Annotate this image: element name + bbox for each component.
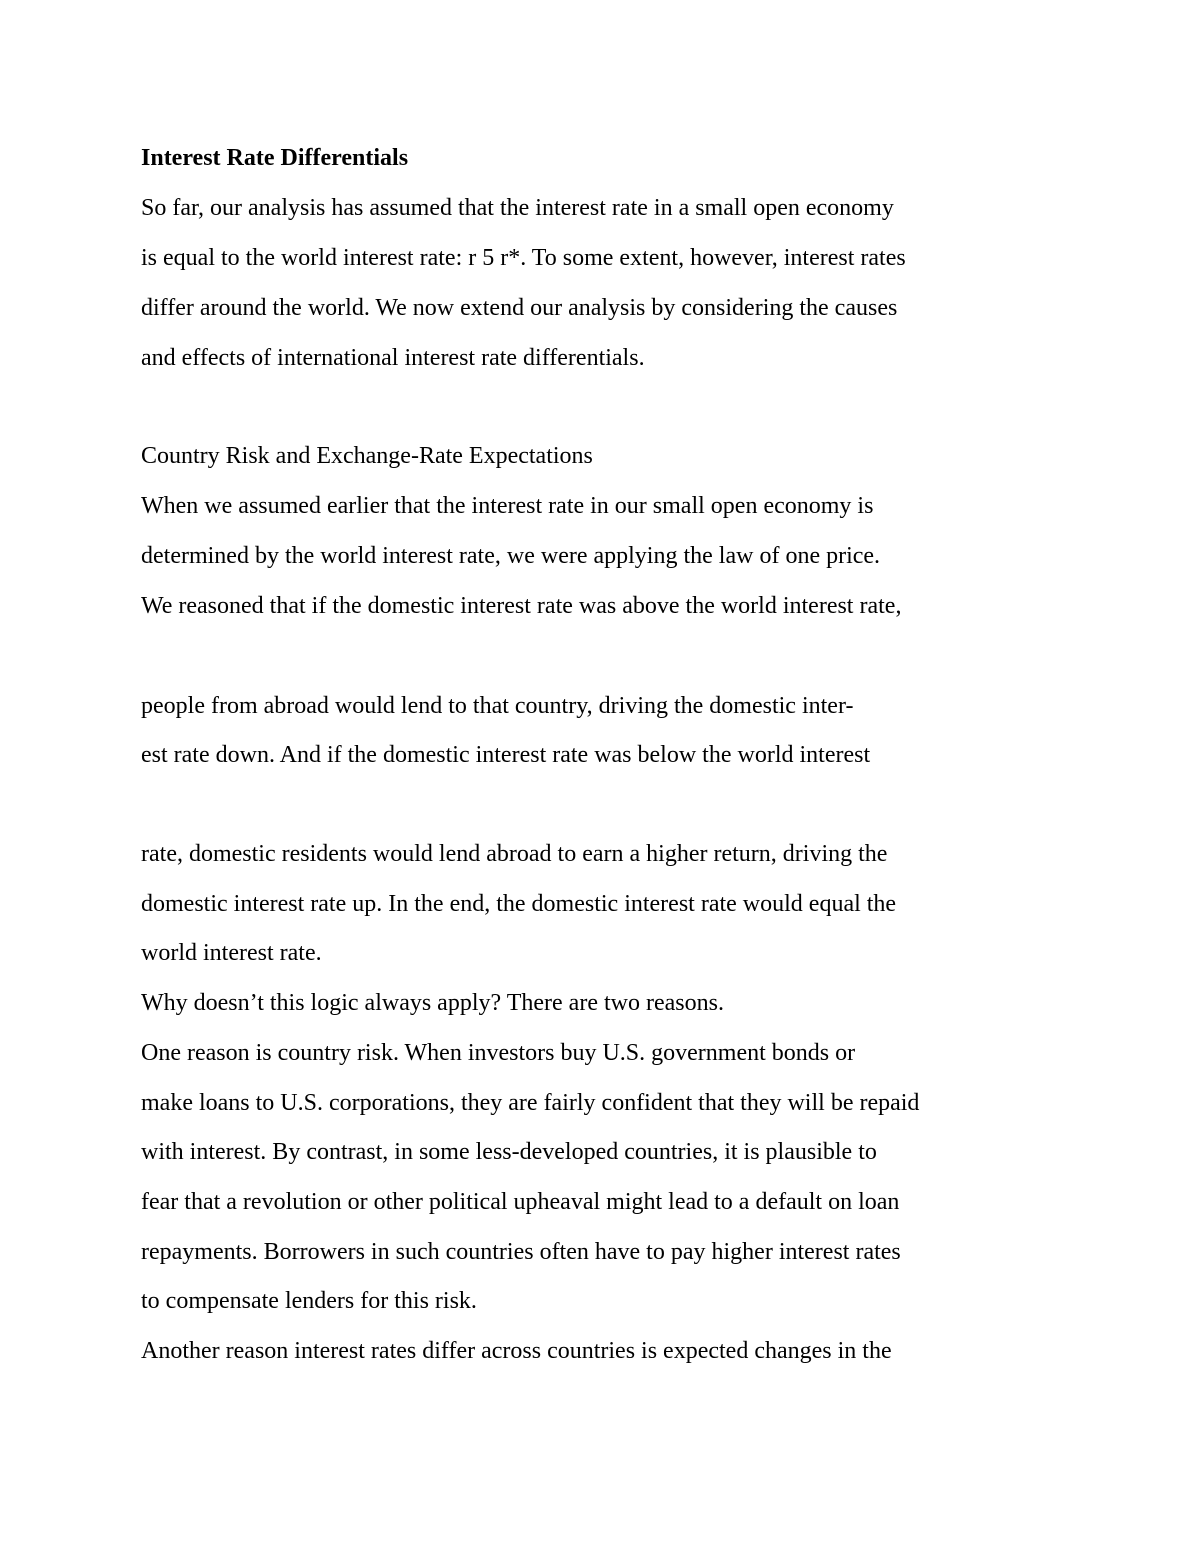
text-line: make loans to U.S. corporations, they are fairly confident that they will be repaid: [141, 1090, 920, 1116]
text-line: to compensate lenders for this risk.: [141, 1288, 477, 1314]
text-line: is equal to the world interest rate: r 5 r*. To some extent, however, interest rates: [141, 245, 906, 271]
text-line: Why doesn’t this logic always apply? There are two reasons.: [141, 990, 724, 1016]
text-line: determined by the world interest rate, we were applying the law of one price.: [141, 543, 881, 569]
text-line: and effects of international interest rate differentials.: [141, 345, 645, 371]
text-line: Another reason interest rates differ across countries is expected changes in the: [141, 1338, 892, 1364]
text-line: world interest rate.: [141, 940, 322, 966]
document-title: Interest Rate Differentials: [141, 145, 409, 171]
text-line: One reason is country risk. When investors buy U.S. government bonds or: [141, 1040, 856, 1066]
text-line: rate, domestic residents would lend abroad to earn a higher return, driving the: [141, 841, 888, 867]
text-line: We reasoned that if the domestic interest rate was above the world interest rate,: [141, 593, 902, 619]
text-line: est rate down. And if the domestic interest rate was below the world interest: [141, 742, 871, 768]
text-line: people from abroad would lend to that country, driving the domestic inter-: [141, 693, 854, 719]
text-line: with interest. By contrast, in some less-developed countries, it is plausible to: [141, 1139, 877, 1165]
text-line: fear that a revolution or other political upheaval might lead to a default on loan: [141, 1189, 900, 1215]
section-heading: Country Risk and Exchange-Rate Expectations: [141, 443, 593, 469]
text-line: When we assumed earlier that the interest rate in our small open economy is: [141, 493, 874, 519]
text-line: differ around the world. We now extend our analysis by considering the causes: [141, 295, 898, 321]
text-line: So far, our analysis has assumed that the interest rate in a small open economy: [141, 195, 894, 221]
text-line: repayments. Borrowers in such countries often have to pay higher interest rates: [141, 1239, 901, 1265]
text-line: domestic interest rate up. In the end, the domestic interest rate would equal the: [141, 891, 897, 917]
